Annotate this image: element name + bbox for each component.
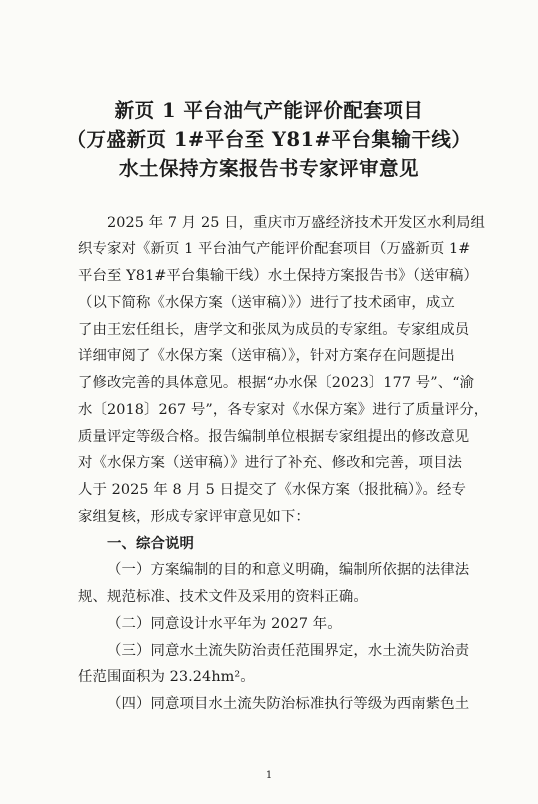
- paragraph-line: （三）同意水土流失防治责任范围界定，水土流失防治责: [107, 643, 470, 659]
- paragraph-line: 质量评定等级合格。报告编制单位根据专家组提出的修改意见: [78, 429, 470, 445]
- paragraph-line: （四）同意项目水土流失防治标准执行等级为西南紫色土: [107, 696, 470, 712]
- paragraph-line: 2025 年 7 月 25 日，重庆市万盛经济技术开发区水利局组: [107, 215, 485, 231]
- paragraph-line: 规、规范标准、技术文件及采用的资料正确。: [78, 589, 368, 605]
- paragraph-line: （以下简称《水保方案（送审稿）》）进行了技术函审，成立: [78, 295, 455, 311]
- paragraph-line: 了由王宏任组长，唐学文和张凤为成员的专家组。专家组成员: [78, 322, 470, 338]
- paragraph-line: 织专家对《新页 1 平台油气产能评价配套项目（万盛新页 1#: [78, 241, 471, 257]
- paragraph-line: 了修改完善的具体意见。根据“办水保〔2023〕177 号”、“渝: [78, 375, 475, 391]
- paragraph-line: 人于 2025 年 8 月 5 日提交了《水保方案（报批稿）》。经专: [78, 482, 466, 498]
- paragraph-line: 任范围面积为 23.24hm²。: [78, 669, 255, 685]
- page-number: 1: [265, 770, 273, 781]
- paragraph-line: （一）方案编制的目的和意义明确，编制所依据的法律法: [107, 562, 470, 578]
- paragraph-line: 详细审阅了《水保方案（送审稿）》，针对方案存在问题提出: [78, 348, 455, 364]
- paragraph-line: 家组复核，形成专家评审意见如下：: [78, 509, 310, 525]
- paragraph-line: 对《水保方案（送审稿）》进行了补充、修改和完善，项目法: [78, 455, 463, 471]
- paragraph-line: 平台至 Y81#平台集输干线）水土保持方案报告书》（送审稿）: [78, 268, 479, 284]
- title-line-3: 水土保持方案报告书专家评审意见: [118, 157, 419, 180]
- title-line-1: 新页 1 平台油气产能评价配套项目: [114, 99, 424, 122]
- title-line-2: （万盛新页 1#平台至 Y81#平台集输干线）: [66, 128, 472, 151]
- paragraph-line: 水〔2018〕267 号”，各专家对《水保方案》进行了质量评分，: [78, 402, 489, 418]
- section-heading: 一、综合说明: [107, 535, 194, 552]
- paragraph-line: （二）同意设计水平年为 2027 年。: [107, 616, 342, 632]
